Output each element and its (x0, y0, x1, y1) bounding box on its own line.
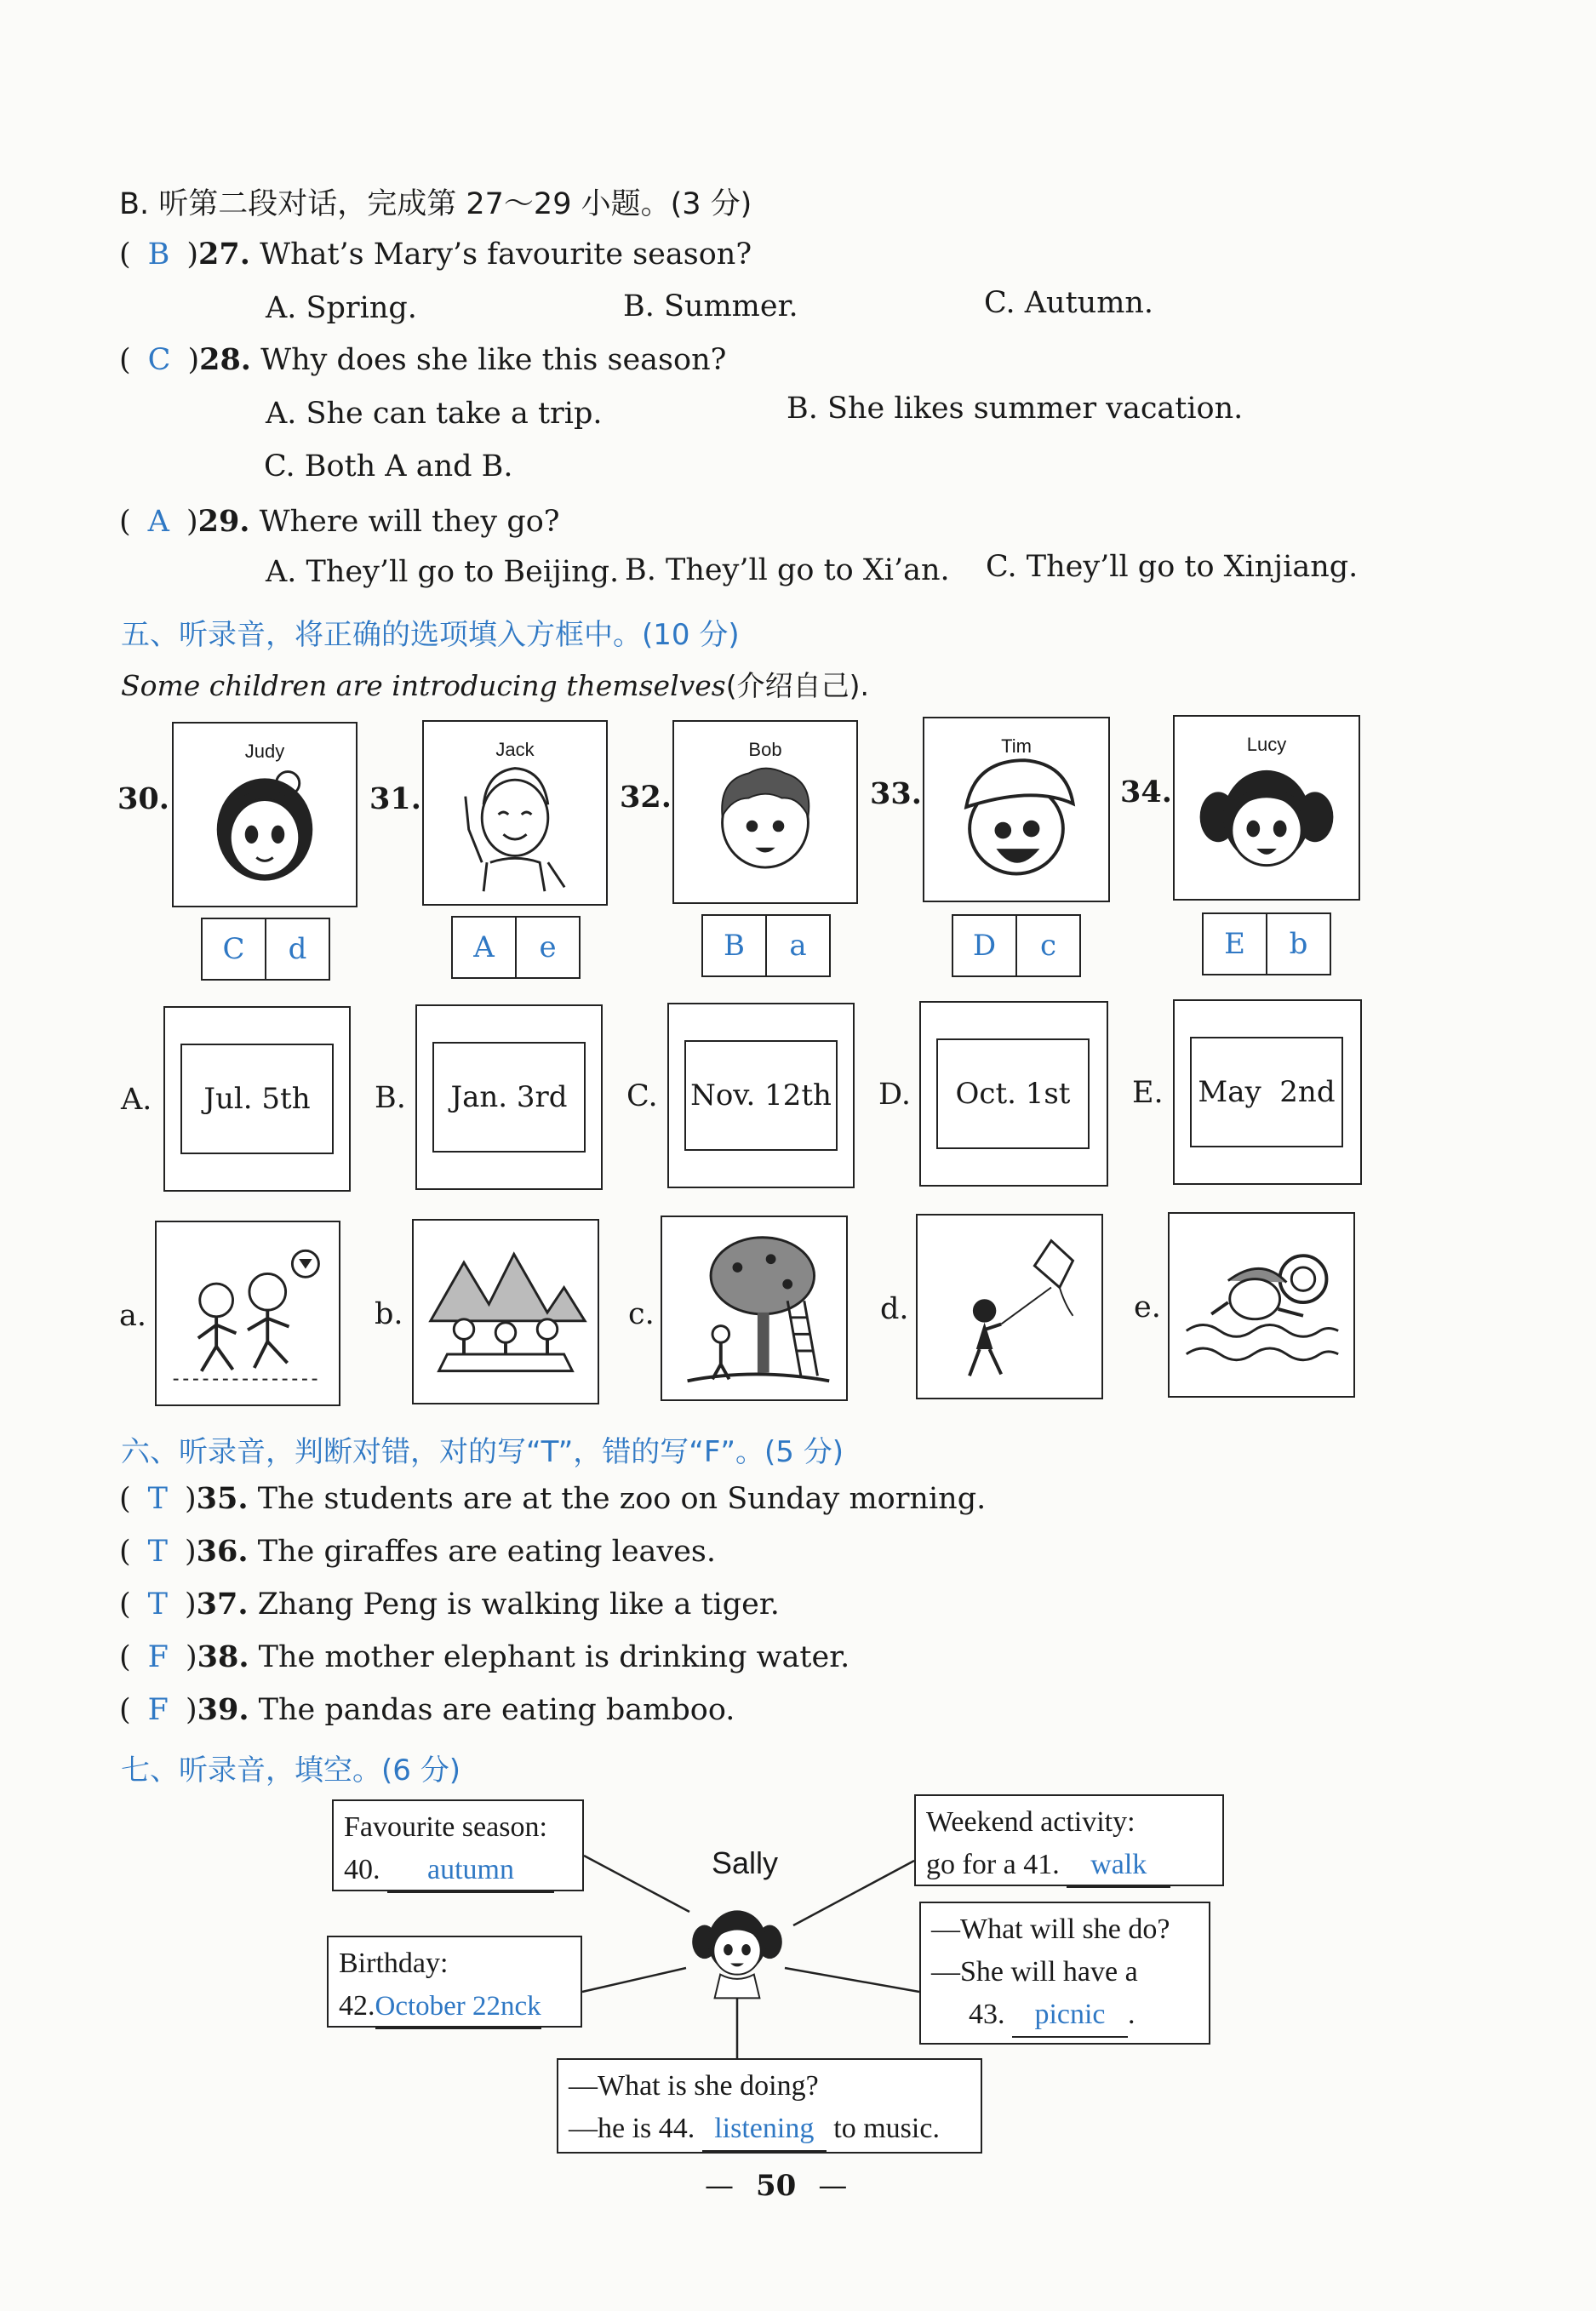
answer-31-date: A (453, 918, 517, 977)
answer-31-activity: e (539, 930, 557, 964)
answer-33-date: D (953, 916, 1017, 975)
answer-32-activity: a (789, 929, 807, 963)
answer-30-activity: d (288, 932, 307, 966)
date-letter-d: D. (878, 1078, 911, 1112)
question-29-text: Where will they go? (259, 505, 560, 539)
option-29b: B. They’ll go to Xi’an. (625, 553, 950, 587)
tf-item-36: ( T )36. The giraffes are eating leaves. (119, 1534, 716, 1569)
option-27b: B. Summer. (623, 289, 798, 323)
tf-item-39: ( F )39. The pandas are eating bamboo. (119, 1692, 735, 1727)
option-28a: A. She can take a trip. (266, 397, 603, 431)
question-28-text: Why does she like this season? (260, 343, 727, 377)
answer-27: B (147, 237, 170, 272)
section-5-intro: Some children are introducing themselves(介绍自己). (121, 669, 869, 702)
answer-33-activity: c (1039, 929, 1057, 963)
birthday-box: Birthday: 42.October 22nck (327, 1936, 582, 2028)
date-letter-a: A. (121, 1083, 152, 1117)
child-name: Jack (495, 739, 535, 760)
tf-item-37: ( T )37. Zhang Peng is walking like a tiger. (119, 1587, 780, 1622)
item-31-number: 31. (369, 781, 421, 816)
what-is-she-doing-box: —What is she doing? —he is 44. listening to music. (557, 2058, 982, 2154)
part-b-heading: B. 听第二段对话，完成第 27～29 小题。(3 分) (119, 187, 752, 221)
tf-answer: T (147, 1587, 169, 1622)
question-27-text: What’s Mary’s favourite season? (260, 237, 752, 272)
activity-letter-a: a. (119, 1299, 146, 1333)
option-27a: A. Spring. (266, 291, 417, 325)
date-letter-b: B. (375, 1081, 406, 1115)
child-name: Lucy (1246, 734, 1287, 755)
answer-28: C (147, 343, 171, 377)
item-33-number: 33. (870, 776, 922, 811)
item-34-number: 34. (1120, 775, 1172, 809)
question-29: ( A )29. Where will they go? (119, 504, 560, 539)
section-6-heading: 六、听录音，判断对错，对的写“T”，错的写“F”。(5 分) (121, 1435, 844, 1469)
tf-answer: F (147, 1693, 169, 1727)
date-text: Oct. 1st (936, 1038, 1090, 1149)
answer-42: October 22nck (375, 1985, 541, 2029)
date-letter-e: E. (1132, 1076, 1164, 1110)
option-29a: A. They’ll go to Beijing. (266, 555, 620, 589)
answer-40: autumn (387, 1849, 554, 1893)
question-28: ( C )28. Why does she like this season? (119, 342, 727, 377)
weekend-label: Weekend activity: (926, 1806, 1136, 1838)
item-32-number: 32. (620, 780, 672, 815)
what-will-she-do-box: —What will she do? —She will have a 43. picnic . (919, 1902, 1210, 2045)
section-5-heading: 五、听录音，将正确的选项填入方框中。(10 分) (121, 618, 740, 652)
question-27: ( B )27. What’s Mary’s favourite season? (119, 237, 752, 272)
answer-43: picnic (1012, 1994, 1128, 2038)
answer-34-activity: b (1289, 927, 1308, 961)
activity-letter-c: c. (628, 1297, 655, 1331)
answer-29: A (147, 505, 169, 539)
favourite-season-box: Favourite season: 40. autumn (332, 1799, 584, 1891)
weekend-activity-box: Weekend activity: go for a 41. walk (914, 1794, 1224, 1886)
activity-letter-d: d. (880, 1292, 909, 1326)
item-30-number: 30. (117, 781, 169, 816)
answer-41: walk (1067, 1844, 1170, 1888)
tf-answer: F (147, 1640, 169, 1674)
answer-34-date: E (1204, 914, 1267, 974)
activity-letter-e: e. (1134, 1290, 1161, 1324)
answer-44: listening (702, 2108, 827, 2152)
center-name: Sally (712, 1845, 779, 1880)
option-27c: C. Autumn. (984, 286, 1154, 320)
page-number: — 50 — (705, 2169, 848, 2203)
child-name: Bob (748, 739, 782, 760)
birthday-label: Birthday: (339, 1948, 449, 1979)
answer-30-date: C (203, 919, 266, 979)
date-text: Jul. 5th (180, 1044, 334, 1154)
tf-item-35: ( T )35. The students are at the zoo on Sunday morning. (119, 1481, 987, 1516)
tf-answer: T (147, 1535, 169, 1569)
activity-letter-b: b. (375, 1297, 403, 1331)
child-name: Tim (1001, 735, 1032, 757)
date-letter-c: C. (626, 1079, 658, 1113)
tf-answer: T (147, 1482, 169, 1516)
sally-girl-icon (681, 1888, 793, 2000)
option-29c: C. They’ll go to Xinjiang. (986, 550, 1359, 584)
date-text: May 2nd (1190, 1037, 1343, 1147)
section-7-heading: 七、听录音，填空。(6 分) (121, 1753, 460, 1788)
answer-32-date: B (703, 916, 767, 975)
season-label: Favourite season: (344, 1811, 547, 1843)
tf-item-38: ( F )38. The mother elephant is drinking water. (119, 1639, 850, 1674)
option-28b: B. She likes summer vacation. (787, 392, 1244, 426)
date-text: Jan. 3rd (432, 1042, 586, 1153)
child-name: Judy (244, 741, 285, 762)
date-text: Nov. 12th (684, 1040, 838, 1151)
option-28c: C. Both A and B. (264, 449, 513, 483)
